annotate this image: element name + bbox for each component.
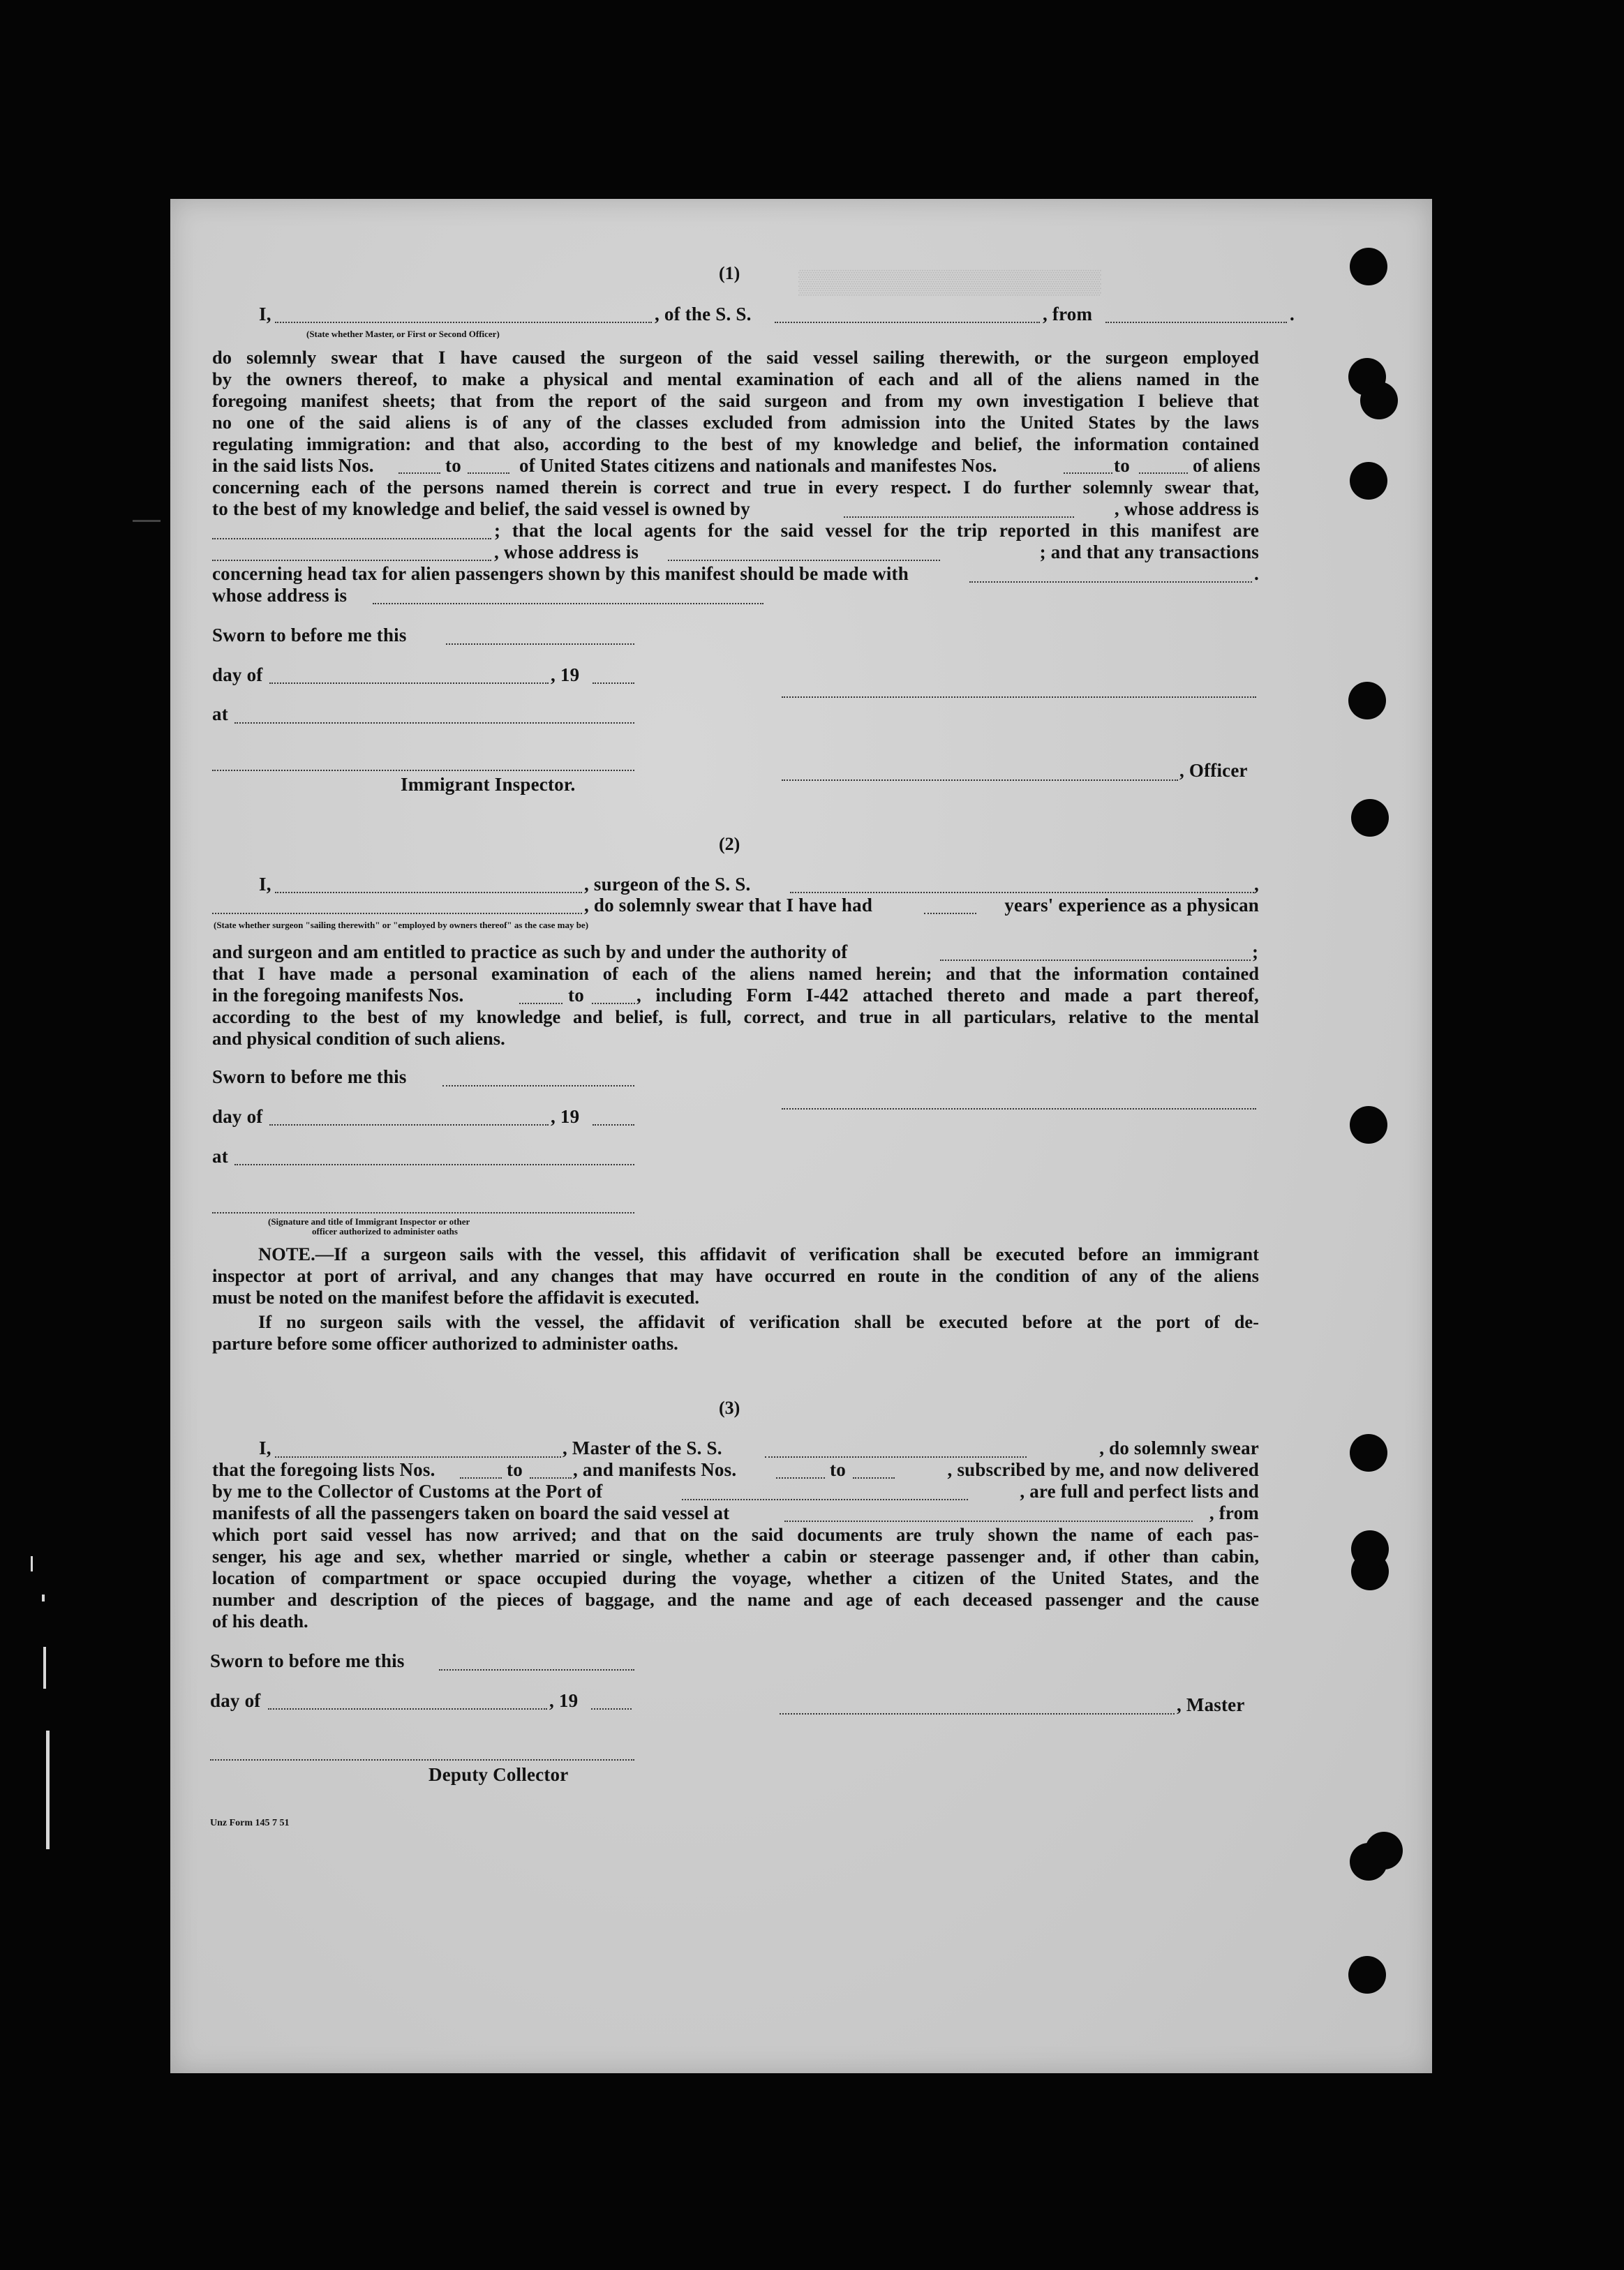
manifests-to-field[interactable] bbox=[853, 1477, 895, 1479]
note-line: must be noted on the manifest before the affidavit is executed. bbox=[212, 1287, 700, 1308]
master-line: number and description of the pieces of baggage, and the name and age of each deceased passenger and the cause bbox=[212, 1589, 1259, 1610]
section-3-number: (3) bbox=[719, 1398, 740, 1418]
manifest-to-field[interactable] bbox=[1139, 472, 1188, 474]
punch-hole bbox=[1365, 1832, 1403, 1869]
section-1-number: (1) bbox=[719, 263, 740, 283]
from-label: , from bbox=[1209, 1502, 1259, 1523]
including-label: , including Form I-442 attached thereto and made a part thereof, bbox=[636, 985, 1259, 1006]
i-label: I, bbox=[259, 1438, 271, 1458]
owner-address-label: , whose address is bbox=[1114, 498, 1259, 519]
master-label: , Master of the S. S. bbox=[563, 1438, 722, 1458]
semicolon: ; bbox=[1252, 941, 1259, 962]
section-2-number: (2) bbox=[719, 834, 740, 854]
month-field[interactable] bbox=[268, 1708, 547, 1710]
master-signature-label: , Master bbox=[1177, 1694, 1245, 1715]
surgeon-label: , surgeon of the S. S. bbox=[584, 874, 751, 895]
scan-mark bbox=[46, 1731, 50, 1849]
lists-label: that the foregoing lists Nos. bbox=[212, 1459, 435, 1480]
oath-line: do solemnly swear that I have caused the surgeon of the said vessel sailing therewith, or the surgeon employed bbox=[212, 347, 1259, 368]
note-line: NOTE.—If a surgeon sails with the vessel, this affidavit of verification shall be executed before an immigrant bbox=[258, 1244, 1259, 1264]
master-line: senger, his age and sex, whether married or single, whether a cabin or steerage passenger and, if other than cabin, bbox=[212, 1546, 1259, 1567]
vessel-name-field[interactable] bbox=[775, 322, 1040, 323]
punch-hole bbox=[1351, 799, 1389, 837]
punch-hole bbox=[1350, 1434, 1387, 1472]
sworn-day-field[interactable] bbox=[442, 1085, 634, 1087]
officer-label: , Officer bbox=[1179, 760, 1248, 781]
sworn-label: Sworn to before me this bbox=[212, 1066, 407, 1087]
period: . bbox=[1290, 304, 1295, 324]
note-paragraph-2 bbox=[212, 1311, 1259, 1354]
inspector-signature-field[interactable] bbox=[212, 1212, 634, 1214]
surgeon-note: (State whether surgeon "sailing therewith" or "employed by owners thereof" as the case may be) bbox=[214, 920, 589, 930]
scan-mark bbox=[31, 1556, 33, 1571]
whose-address-field[interactable] bbox=[373, 603, 763, 604]
agents-address-field[interactable] bbox=[668, 560, 940, 561]
list-to-field[interactable] bbox=[468, 472, 509, 474]
to-label: to bbox=[568, 985, 584, 1006]
sworn-label: Sworn to before me this bbox=[210, 1650, 405, 1671]
master-line: location of compartment or space occupied during the voyage, whether a citizen of the United States, and the bbox=[212, 1567, 1259, 1588]
note-line: inspector at port of arrival, and any changes that may have occurred en route in the condition of any of the aliens bbox=[212, 1265, 1259, 1286]
oath-line: regulating immigration: and that also, according to the best of my knowledge and belief, the information contained bbox=[212, 433, 1259, 454]
signature-line[interactable] bbox=[782, 696, 1256, 698]
officer-name-field[interactable] bbox=[275, 322, 652, 323]
authority-field[interactable] bbox=[940, 959, 1251, 961]
manifests-label: , and manifests Nos. bbox=[573, 1459, 737, 1480]
to-label: to bbox=[445, 455, 461, 476]
lists-to-field[interactable] bbox=[530, 1477, 572, 1479]
officer-note: (State whether Master, or First or Second Officer) bbox=[306, 329, 500, 339]
list-from-field[interactable] bbox=[398, 472, 440, 474]
at-field[interactable] bbox=[234, 1164, 634, 1165]
master-name-field[interactable] bbox=[275, 1456, 561, 1458]
oath-line: by the owners thereof, to make a physical and mental examination of each and all of the aliens named in the bbox=[212, 368, 1259, 389]
at-label: at bbox=[212, 703, 228, 724]
comma: , bbox=[1254, 874, 1259, 895]
day-of-label: day of bbox=[212, 1106, 263, 1127]
inspector-label: Immigrant Inspector. bbox=[401, 774, 576, 795]
taken-label: manifests of all the passengers taken on board the said vessel at bbox=[212, 1502, 730, 1523]
surgeon-line: and physical condition of such aliens. bbox=[212, 1028, 505, 1049]
deputy-signature-field[interactable] bbox=[210, 1759, 634, 1761]
at-label: at bbox=[212, 1146, 228, 1167]
owner-field[interactable] bbox=[844, 516, 1074, 518]
at-field[interactable] bbox=[234, 722, 634, 724]
surgeon-paragraph-2 bbox=[212, 1006, 1259, 1050]
year-label: , 19 bbox=[549, 1690, 579, 1711]
note-paragraph bbox=[212, 1244, 1259, 1308]
agents-label: ; that the local agents for the said vessel for the trip reported in this manifest are bbox=[494, 520, 1259, 541]
swear-label: , do solemnly swear that I have had bbox=[584, 895, 873, 916]
surgeon-name-field[interactable] bbox=[275, 892, 582, 893]
year-label: , 19 bbox=[551, 1106, 580, 1127]
punch-hole bbox=[1350, 248, 1387, 285]
note-line: parture before some officer authorized to administer oaths. bbox=[212, 1333, 678, 1354]
headtax-label: concerning head tax for alien passengers shown by this manifest should be made with bbox=[212, 563, 909, 584]
surgeon-type-field[interactable] bbox=[212, 913, 582, 914]
owner-address-field[interactable] bbox=[212, 538, 491, 539]
punch-hole bbox=[1351, 1530, 1389, 1568]
year-field[interactable] bbox=[591, 1708, 632, 1710]
day-of-label: day of bbox=[210, 1690, 261, 1711]
oath-paragraph-2 bbox=[212, 477, 1259, 498]
master-vessel-field[interactable] bbox=[765, 1456, 1027, 1458]
to-label: to bbox=[1114, 455, 1130, 476]
day-of-label: day of bbox=[212, 664, 263, 685]
punch-hole bbox=[1348, 1956, 1386, 1994]
master-line: of his death. bbox=[212, 1611, 308, 1631]
year-field[interactable] bbox=[593, 1124, 634, 1126]
form-id: Unz Form 145 7 51 bbox=[210, 1818, 290, 1828]
subscribed-label: , subscribed by me, and now delivered bbox=[947, 1459, 1259, 1480]
deputy-label: Deputy Collector bbox=[429, 1764, 569, 1785]
i-label: I, bbox=[259, 874, 271, 895]
scan-mark bbox=[42, 1595, 45, 1601]
note-line: If no surgeon sails with the vessel, the affidavit of verification shall be executed before at the port of de- bbox=[258, 1311, 1259, 1332]
surgeon-vessel-field[interactable] bbox=[790, 892, 1254, 893]
punch-hole bbox=[1350, 462, 1387, 500]
swear-label: , do solemnly swear bbox=[1099, 1438, 1259, 1458]
manifest-page bbox=[170, 199, 1432, 2073]
month-field[interactable] bbox=[269, 682, 549, 684]
to-label: to bbox=[830, 1459, 846, 1480]
port-field[interactable] bbox=[682, 1499, 968, 1500]
signature-note: (Signature and title of Immigrant Inspector or other bbox=[268, 1216, 470, 1227]
master-signature-field[interactable] bbox=[780, 1713, 1175, 1715]
punch-hole bbox=[1350, 1106, 1387, 1144]
from-label: , from bbox=[1043, 304, 1093, 324]
whose-address-label: whose address is bbox=[212, 585, 348, 606]
month-field[interactable] bbox=[269, 1124, 549, 1126]
owned-label: to the best of my knowledge and belief, the said vessel is owned by bbox=[212, 498, 750, 519]
manifests-label: in the foregoing manifests Nos. bbox=[212, 985, 464, 1006]
agents-field[interactable] bbox=[212, 560, 491, 561]
agents-address-label: , whose address is bbox=[494, 542, 639, 562]
lists-from-field[interactable] bbox=[460, 1477, 502, 1479]
oath-paragraph bbox=[212, 347, 1259, 455]
officer-signature-field[interactable] bbox=[782, 779, 1178, 781]
master-line: which port said vessel has now arrived; and that on the said documents are truly shown the name of each pas- bbox=[212, 1524, 1259, 1545]
oath-line: foregoing manifest sheets; that from the report of the said surgeon and from my own investigation I believe that bbox=[212, 390, 1259, 411]
aliens-label: of aliens bbox=[1192, 455, 1260, 476]
of-ss-label: , of the S. S. bbox=[655, 304, 752, 324]
sworn-day-field[interactable] bbox=[439, 1669, 634, 1671]
surgeon-line: according to the best of my knowledge and belief, is full, correct, and true in all particulars, relative to the mental bbox=[212, 1006, 1259, 1027]
inspector-signature-field[interactable] bbox=[212, 770, 634, 771]
boarding-port-field[interactable] bbox=[784, 1521, 1193, 1522]
scan-mark bbox=[43, 1647, 46, 1689]
transactions-label: ; and that any transactions bbox=[1039, 542, 1259, 562]
headtax-field[interactable] bbox=[969, 581, 1252, 583]
collector-label: by me to the Collector of Customs at the Port of bbox=[212, 1481, 603, 1502]
to-label: to bbox=[507, 1459, 523, 1480]
surgeon-line: that I have made a personal examination of each of the aliens named herein; and that the information contained bbox=[212, 963, 1259, 984]
surgeon-signature-field[interactable] bbox=[782, 1108, 1256, 1110]
year-field[interactable] bbox=[593, 682, 634, 684]
punch-hole bbox=[1360, 382, 1398, 419]
oath-line: no one of the said aliens is of any of the classes excluded from admission into the United States by the laws bbox=[212, 412, 1259, 433]
punch-hole bbox=[1348, 682, 1386, 719]
sworn-label: Sworn to before me this bbox=[212, 625, 407, 645]
manifest-from-field[interactable] bbox=[1064, 472, 1112, 474]
scan-mark bbox=[133, 520, 161, 522]
manifests-from-field[interactable] bbox=[519, 1003, 563, 1004]
surgeon-paragraph bbox=[212, 963, 1259, 985]
i-label: I, bbox=[259, 304, 271, 324]
authority-label: and surgeon and am entitled to practice as such by and under the authority of bbox=[212, 941, 848, 962]
full-lists-label: , are full and perfect lists and bbox=[1020, 1481, 1259, 1502]
manifests-to-field[interactable] bbox=[592, 1003, 635, 1004]
bleed-through-text: ▒▒▒▒▒▒▒▒▒▒▒▒▒▒▒▒▒▒ bbox=[798, 269, 1101, 295]
signature-note: officer authorized to administer oaths bbox=[312, 1226, 458, 1237]
from-port-field[interactable] bbox=[1105, 322, 1287, 323]
sworn-day-field[interactable] bbox=[446, 643, 634, 645]
citizens-label: of United States citizens and nationals and manifestes Nos. bbox=[519, 455, 997, 476]
period: . bbox=[1254, 563, 1259, 584]
years-field[interactable] bbox=[924, 913, 976, 914]
year-label: , 19 bbox=[551, 664, 580, 685]
years-label: years' experience as a physican bbox=[1004, 895, 1259, 916]
lists-label: in the said lists Nos. bbox=[212, 455, 374, 476]
oath-line: concerning each of the persons named therein is correct and true in every respect. I do further solemnly swear that, bbox=[212, 477, 1259, 498]
manifests-from-field[interactable] bbox=[776, 1477, 825, 1479]
master-paragraph bbox=[212, 1524, 1259, 1632]
